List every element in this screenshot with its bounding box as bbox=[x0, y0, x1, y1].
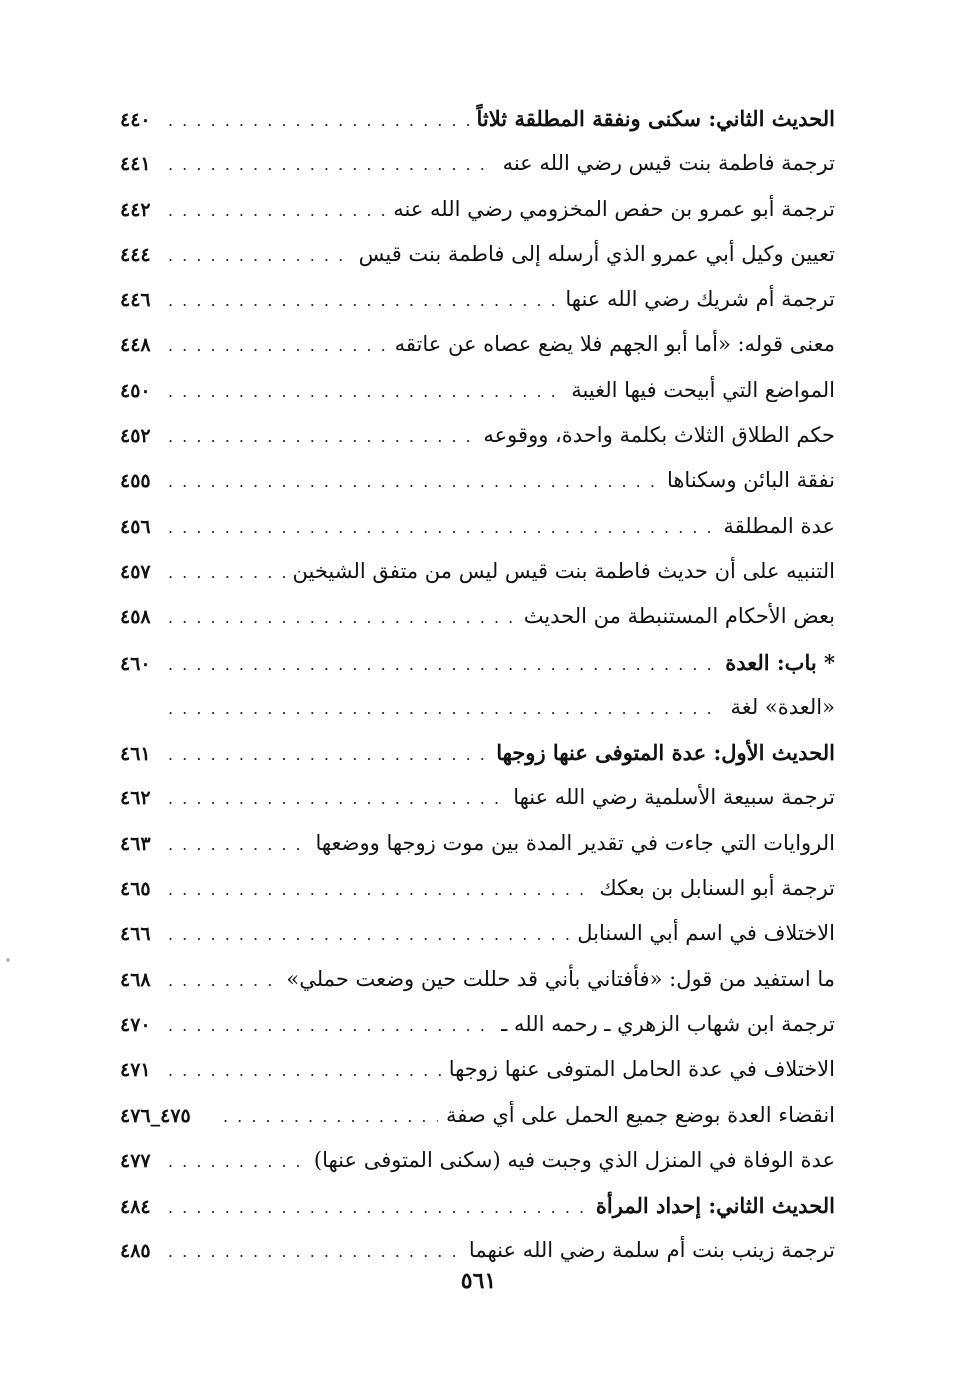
toc-entry-title: الحديث الأول: عدة المتوفى عنها زوجها bbox=[496, 740, 835, 766]
toc-entry-page: ٤٥٥ bbox=[120, 470, 151, 493]
dot-leader bbox=[168, 1048, 441, 1093]
toc-entry-page: ٤٧٧ bbox=[120, 1149, 151, 1172]
toc-entry-page: ٤٥٢ bbox=[120, 425, 151, 448]
toc-entry-title: الحديث الثاني: سكنى ونفقة المطلقة ثلاثاً bbox=[476, 106, 835, 131]
toc-entry-title: الحديث الثاني: إحداد المرأة bbox=[595, 1193, 835, 1219]
toc-entry-title: ترجمة سبيعة الأسلمية رضي الله عنها bbox=[513, 785, 835, 810]
page-number: ٥٦١ bbox=[460, 1268, 497, 1294]
toc-entry bbox=[120, 277, 835, 322]
toc-entry bbox=[120, 368, 835, 413]
toc-entry-title: «العدة» لغة bbox=[730, 694, 835, 719]
toc-entry-page: ٤٤٢ bbox=[120, 198, 151, 221]
toc-entry-page: ٤٦١ bbox=[120, 743, 151, 766]
scan-speck bbox=[6, 958, 10, 962]
toc-entry bbox=[120, 141, 835, 186]
toc-entry-page: ٤٤٦ bbox=[120, 289, 151, 312]
toc-entry bbox=[120, 640, 835, 685]
toc-entry-title: ترجمة أبو عمرو بن حفص المخزومي رضي الله عنه bbox=[393, 196, 835, 221]
dot-leader bbox=[168, 958, 278, 1003]
toc-entry-page: ٤٦٢ bbox=[120, 787, 151, 810]
dot-leader bbox=[168, 1003, 493, 1048]
dot-leader bbox=[168, 98, 469, 143]
dot-leader bbox=[168, 822, 307, 867]
dot-leader bbox=[168, 323, 387, 368]
toc-entry bbox=[120, 685, 835, 730]
table-of-contents bbox=[120, 96, 835, 1274]
toc-entry bbox=[120, 549, 835, 594]
dot-leader bbox=[168, 414, 475, 459]
toc-entry bbox=[120, 413, 835, 458]
toc-entry bbox=[120, 1047, 835, 1092]
dot-leader bbox=[168, 142, 495, 187]
toc-entry-page: ٤٥٠ bbox=[120, 379, 151, 402]
toc-entry-title: ترجمة أبو السنابل بن بعكك bbox=[599, 876, 835, 901]
toc-entry-page: ٤٦٠ bbox=[120, 652, 151, 675]
toc-entry bbox=[120, 187, 835, 232]
toc-entry-title: ترجمة أم شريك رضي الله عنها bbox=[565, 287, 835, 312]
toc-entry-title: الروايات التي جاءت في تقدير المدة بين موت زوجها ووضعها bbox=[315, 830, 835, 855]
toc-entry-page: ٤٧٠ bbox=[120, 1013, 151, 1036]
dot-leader bbox=[168, 776, 505, 821]
toc-entry-page: ٤٤٠ bbox=[120, 109, 151, 131]
toc-entry-page: ٤٨٤ bbox=[120, 1196, 151, 1219]
toc-entry-title: معنى قوله: «أما أبو الجهم فلا يضع عصاه عن عاتقه bbox=[394, 332, 835, 357]
toc-entry-page: ٤٤١ bbox=[120, 153, 151, 176]
toc-entry bbox=[120, 458, 835, 503]
dot-leader bbox=[168, 550, 285, 595]
toc-entry bbox=[120, 957, 835, 1002]
toc-entry-title: عدة المطلقة bbox=[723, 513, 835, 538]
toc-entry-title: عدة الوفاة في المنزل الذي وجبت فيه (سكنى المتوفى عنها) bbox=[313, 1147, 835, 1172]
dot-leader bbox=[168, 1185, 588, 1230]
toc-entry bbox=[120, 322, 835, 367]
toc-entry-title: الاختلاف في اسم أبي السنابل bbox=[577, 921, 835, 946]
dot-leader bbox=[168, 912, 569, 957]
toc-entry-title: حكم الطلاق الثلاث بكلمة واحدة، ووقوعه bbox=[483, 423, 835, 448]
dot-leader bbox=[168, 732, 488, 777]
toc-entry-page: ٤٤٨ bbox=[120, 334, 151, 357]
dot-leader bbox=[168, 188, 385, 233]
toc-entry-page: ٤٦٨ bbox=[120, 968, 151, 991]
toc-entry bbox=[120, 821, 835, 866]
toc-entry-title: المواضع التي أبيحت فيها الغيبة bbox=[571, 377, 835, 402]
toc-entry-page: ٤٥٧ bbox=[120, 560, 151, 583]
dot-leader bbox=[168, 505, 715, 550]
dot-leader bbox=[168, 369, 563, 414]
toc-entry bbox=[120, 911, 835, 956]
toc-entry-title: تعيين وكيل أبي عمرو الذي أرسله إلى فاطمة بنت قيس bbox=[358, 241, 835, 266]
dot-leader bbox=[168, 1139, 306, 1184]
dot-leader bbox=[168, 642, 717, 687]
dot-leader bbox=[168, 459, 659, 504]
toc-entry-page: ٤٧٥_٤٧٦ bbox=[120, 1104, 191, 1127]
toc-entry-title: ترجمة ابن شهاب الزهري ـ رحمه الله ـ bbox=[501, 1011, 835, 1036]
toc-entry bbox=[120, 1002, 835, 1047]
dot-leader bbox=[168, 686, 722, 731]
dot-leader bbox=[223, 1094, 438, 1139]
toc-entry bbox=[120, 775, 835, 820]
toc-entry-page: ٤٧١ bbox=[120, 1059, 151, 1082]
toc-entry-page: ٤٨٥ bbox=[120, 1240, 151, 1263]
toc-entry-page: ٤٦٦ bbox=[120, 923, 151, 946]
toc-entry bbox=[120, 594, 835, 639]
toc-entry-page: ٤٥٨ bbox=[120, 606, 151, 629]
toc-entry-page: ٤٥٦ bbox=[120, 515, 151, 538]
toc-entry bbox=[120, 730, 835, 775]
dot-leader bbox=[168, 867, 591, 912]
toc-entry bbox=[120, 1228, 835, 1273]
toc-entry-title: بعض الأحكام المستنبطة من الحديث bbox=[523, 604, 835, 629]
toc-entry bbox=[120, 1183, 835, 1228]
toc-entry-title: ما استفيد من قول: «فأفتاني بأني قد حللت حين وضعت حملي» bbox=[286, 966, 835, 991]
dot-leader bbox=[168, 595, 516, 640]
toc-entry-title: ترجمة زينب بنت أم سلمة رضي الله عنهما bbox=[468, 1238, 835, 1263]
dot-leader bbox=[168, 233, 351, 278]
toc-entry bbox=[120, 504, 835, 549]
toc-entry-title: الاختلاف في عدة الحامل المتوفى عنها زوجها bbox=[448, 1057, 835, 1082]
toc-entry bbox=[120, 232, 835, 277]
toc-entry bbox=[120, 1093, 835, 1138]
toc-entry-page: ٤٤٤ bbox=[120, 243, 151, 266]
toc-entry bbox=[120, 866, 835, 911]
toc-entry bbox=[120, 1138, 835, 1183]
dot-leader bbox=[168, 278, 557, 323]
toc-entry bbox=[120, 96, 835, 141]
toc-entry-title: * باب: العدة bbox=[725, 649, 835, 675]
toc-entry-title: انقضاء العدة بوضع جميع الحمل على أي صفة bbox=[445, 1102, 835, 1127]
toc-entry-title: ترجمة فاطمة بنت قيس رضي الله عنه bbox=[502, 151, 835, 176]
toc-entry-title: التنبيه على أن حديث فاطمة بنت قيس ليس من متفق الشيخين bbox=[292, 558, 835, 583]
toc-entry-page: ٤٦٥ bbox=[120, 878, 151, 901]
toc-entry-title: نفقة البائن وسكناها bbox=[666, 468, 835, 493]
toc-entry-page: ٤٦٣ bbox=[120, 832, 151, 855]
